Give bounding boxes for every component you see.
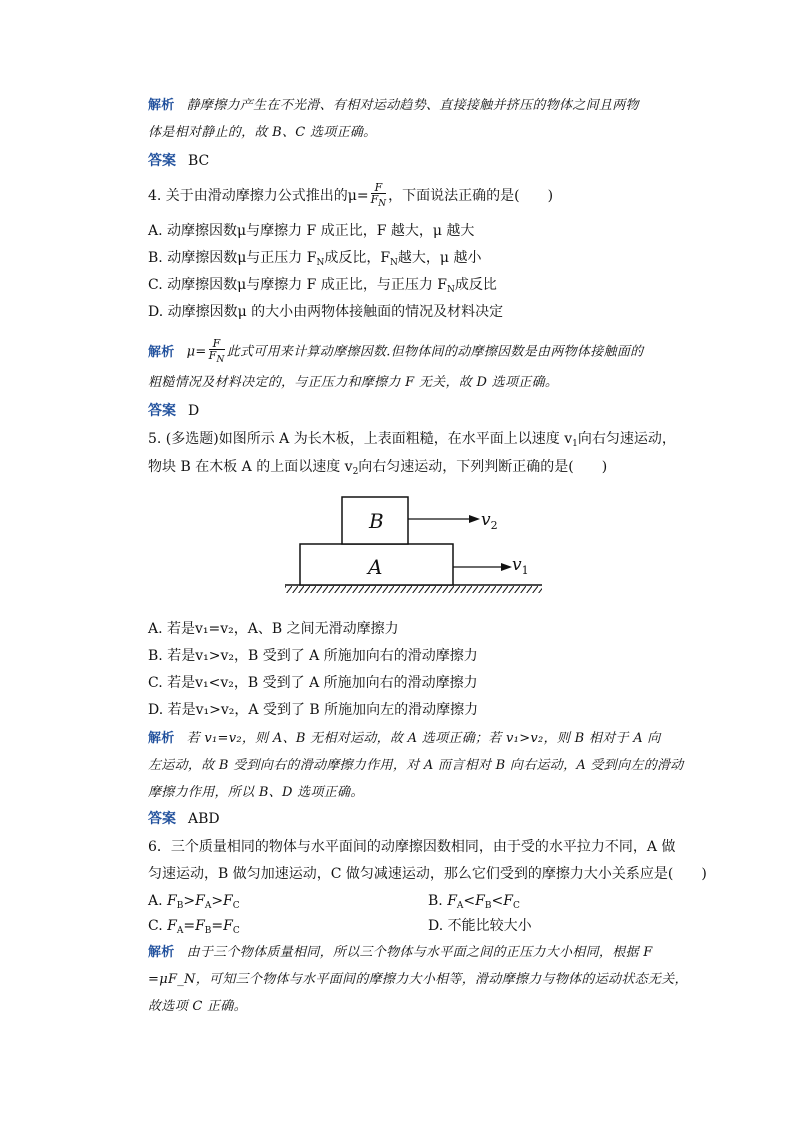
- block-a-label: A: [368, 555, 383, 579]
- q5-option-c: C. 若是v₁<v₂，B 受到了 A 所施加向右的滑动摩擦力: [148, 675, 478, 691]
- q5-figure: [280, 490, 560, 600]
- q6-option-d: D. 不能比较大小: [428, 918, 532, 934]
- q5-answer-value: ABD: [188, 811, 220, 827]
- q3-answer: [148, 152, 209, 170]
- ground-hatch: [285, 586, 542, 593]
- q3-answer-value: BC: [188, 153, 210, 169]
- q4-analysis-line2: 粗糙情况及材料决定的，与正压力和摩擦力 F 无关，故 D 选项正确。: [148, 375, 559, 390]
- answer-label: 答案: [148, 811, 176, 827]
- q4-analysis-line1: 解析 μ= $\frac{F}{F_N}$ 此式可用来计算动摩擦因数.但物体间的动摩擦因数是由两物体接触面的: [148, 337, 644, 365]
- q6-option-c: C. $F_A=F_B=F_C$: [148, 918, 240, 936]
- q5-option-b: B. 若是v₁>v₂，B 受到了 A 所施加向右的滑动摩擦力: [148, 648, 478, 664]
- q3-analysis-line2: 体是相对静止的，故 B、C 选项正确。: [148, 125, 377, 140]
- analysis-label: 解析: [148, 344, 175, 360]
- v2-label: $v_2$: [481, 510, 498, 532]
- answer-label: 答案: [148, 153, 176, 169]
- q5-analysis-line2: 左运动，故 B 受到向右的滑动摩擦力作用，对 A 而言相对 B 向右运动，A 受到向左的滑动: [148, 758, 684, 773]
- q4-answer: [148, 402, 199, 420]
- analysis-label: 解析: [148, 945, 175, 960]
- q5-stem-line1: 5. (多选题)如图所示 A 为长木板，上表面粗糙，在水平面上以速度 $v_1$向右匀速运动，: [148, 431, 676, 449]
- analysis-label: 解析: [148, 731, 175, 746]
- q4-answer-value: D: [188, 403, 200, 419]
- q6-option-b: B. $F_A<F_B<F_C$: [428, 893, 520, 911]
- q6-analysis-line1: 解析 由于三个物体质量相同，所以三个物体与水平面之间的正压力大小相同，根据 F: [148, 945, 653, 960]
- q5-stem-line2: 物块 B 在木板 A 的上面以速度 $v_2$向右匀速运动，下列判断正确的是( ): [148, 459, 608, 477]
- q4-analysis-fraction: $\frac{F}{F_N}$: [208, 337, 225, 365]
- q4-option-b: B. 动摩擦因数μ与正压力 $F_N$成反比，$F_N$越大，μ 越小: [148, 250, 482, 268]
- q6-stem-line2: 匀速运动，B 做匀加速运动，C 做匀减速运动，那么它们受到的摩擦力大小关系应是( ): [148, 866, 707, 882]
- q6-stem-line1: 6．三个质量相同的物体与水平面间的动摩擦因数相同，由于受的水平拉力不同，A 做: [148, 839, 676, 855]
- q3-analysis-line1: 解析 静摩擦力产生在不光滑、有相对运动趋势、直接接触并挤压的物体之间且两物: [148, 98, 639, 113]
- q6-analysis-line3: 故选项 C 正确。: [148, 999, 247, 1014]
- q4-option-d: D. 动摩擦因数μ 的大小由两物体接触面的情况及材料决定: [148, 304, 504, 320]
- arrow-v1-head: [501, 563, 512, 571]
- q4-option-a: A. 动摩擦因数μ与摩擦力 F 成正比，F 越大，μ 越大: [148, 223, 475, 239]
- q4-stem: 4. 关于由滑动摩擦力公式推出的μ= $\frac{F}{F_N}$ ，下面说法正确的是( ): [148, 181, 554, 209]
- q5-answer: [148, 810, 220, 828]
- q6-option-a: A. $F_B>F_A>F_C$: [148, 893, 240, 911]
- v1-label: $v_1$: [512, 555, 529, 577]
- arrow-v2-head: [469, 515, 480, 523]
- q4-fraction: $\frac{F}{F_N}$: [370, 181, 387, 209]
- q5-analysis-line1: 解析 若 v₁=v₂，则 A、B 无相对运动，故 A 选项正确；若 v₁>v₂，则 B 相对于 A 向: [148, 731, 661, 746]
- q5-option-a: A. 若是v₁=v₂，A、B 之间无滑动摩擦力: [148, 621, 399, 637]
- q4-option-c: C. 动摩擦因数μ与摩擦力 F 成正比，与正压力 $F_N$成反比: [148, 277, 497, 295]
- q5-analysis-line3: 摩擦力作用，所以 B、D 选项正确。: [148, 785, 364, 800]
- q6-analysis-line2: =μF_N，可知三个物体与水平面间的摩擦力大小相等，滑动摩擦力与物体的运动状态无关，: [148, 972, 688, 987]
- q5-option-d: D. 若是v₁>v₂，A 受到了 B 所施加向左的滑动摩擦力: [148, 702, 479, 718]
- answer-label: 答案: [148, 403, 176, 419]
- block-b-label: B: [369, 509, 384, 533]
- analysis-label: 解析: [148, 98, 175, 113]
